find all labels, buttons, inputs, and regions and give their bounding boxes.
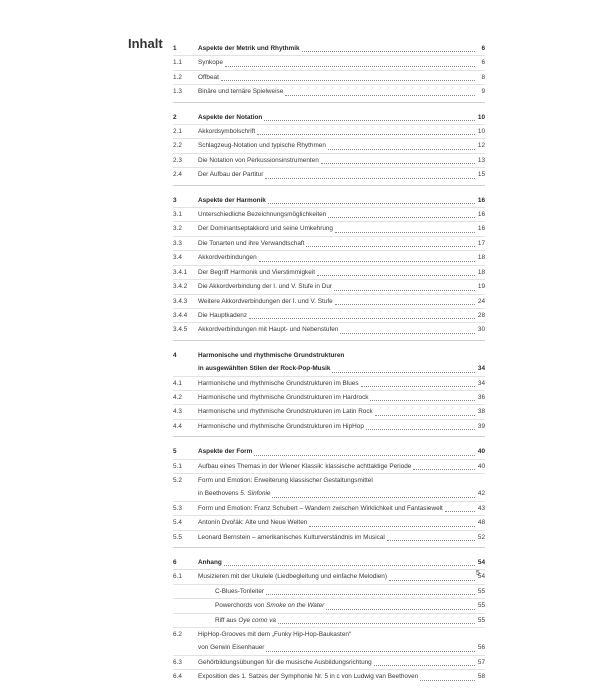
page-number: 5 (476, 570, 480, 577)
chapter-number: 4 (173, 351, 177, 359)
chapter-title: Aspekte der Harmonik (198, 196, 266, 204)
page-title: Inhalt (128, 36, 163, 51)
toc-entry[interactable]: 1.1 Synkope 6 (173, 55, 485, 69)
toc-entry[interactable]: 4.3 Harmonische und rhythmische Grundstrukturen im Latin Rock 38 (173, 404, 485, 418)
toc-chapter-row[interactable] (173, 445, 485, 458)
toc-entry[interactable]: 6.4 Exposition des 1. Satzes der Symphonie Nr. 5 in c von Ludwig van Beethoven 58 (173, 669, 485, 683)
toc-entry[interactable]: Riff aus Oye como va 55 (173, 613, 485, 627)
page-ref: 6 (481, 45, 485, 52)
toc-section (173, 556, 485, 687)
toc-entry[interactable]: 5.2 Form und Emotion: Erweiterung klassischer Gestaltungsmittel in Beethovens 5. Sinfonie 42 (173, 473, 485, 501)
page-ref: 40 (477, 448, 485, 456)
table-of-contents (173, 42, 485, 695)
chapter-title: Aspekte der Notation (198, 113, 263, 121)
toc-entry[interactable]: 2.1 Akkordsymbolschrift 10 (173, 124, 485, 138)
toc-entry[interactable]: 6.2 HipHop-Grooves mit dem „Funky Hip-Hop-Baukasten“ von Gerwin Eisenhauer 56 (173, 627, 485, 655)
toc-entry[interactable]: C-Blues-Tonleiter 55 (173, 584, 485, 598)
toc-entry[interactable]: 3.4.2 Die Akkordverbindung der I. und V. Stufe in Dur 19 (173, 279, 485, 293)
toc-entry[interactable]: 2.2 Schlagzeug-Notation und typische Rhythmen 12 (173, 138, 485, 152)
toc-entry[interactable]: 4.1 Harmonische und rhythmische Grundstrukturen im Blues 34 (173, 376, 485, 390)
toc-entry[interactable]: 3.3 Die Tonarten und ihre Verwandtschaft 17 (173, 236, 485, 250)
chapter-title-line2: in ausgewählten Stilen der Rock-Pop-Musik (198, 365, 331, 373)
toc-chapter-row[interactable] (173, 194, 485, 207)
page-ref: 54 (477, 559, 485, 566)
toc-entry[interactable]: 5.5 Leonard Bernstein – amerikanisches Kulturverständnis im Musical 52 (173, 530, 485, 544)
toc-entry[interactable]: 6.1 Musizieren mit der Ukulele (Liedbegleitung und einfache Melodien) 54 (173, 569, 485, 583)
toc-entry[interactable]: 3.4 Akkordverbindungen 18 (173, 250, 485, 264)
toc-chapter-row[interactable] (173, 556, 485, 569)
toc-entry[interactable]: 3.2 Der Dominantseptakkord und seine Umkehrung 16 (173, 221, 485, 235)
toc-entry[interactable]: 3.1 Unterschiedliche Bezeichnungsmöglichkeiten 16 (173, 207, 485, 221)
chapter-number: 6 (173, 559, 177, 566)
toc-entry[interactable]: 5.4 Antonín Dvořák: Alte und Neue Welten 48 (173, 515, 485, 529)
toc-section (173, 445, 485, 548)
toc-entry[interactable]: 1.2 Offbeat 8 (173, 70, 485, 84)
page-ref: 10 (477, 113, 485, 121)
toc-section (173, 349, 485, 437)
chapter-number: 1 (173, 45, 177, 52)
chapter-number: 5 (173, 448, 177, 456)
chapter-title: Aspekte der Metrik und Rhythmik (198, 45, 300, 52)
toc-section (173, 42, 485, 103)
toc-entry[interactable]: Powerchords von Smoke on the Water 55 (173, 598, 485, 612)
toc-entry[interactable]: 3.4.5 Akkordverbindungen mit Haupt- und Nebenstufen 30 (173, 322, 485, 336)
toc-entry[interactable]: 5.1 Aufbau eines Themas in der Wiener Klassik: klassische achttaktige Periode 40 (173, 459, 485, 473)
toc-entry[interactable]: 3.4.4 Die Hauptkadenz 28 (173, 308, 485, 322)
chapter-title: Anhang (198, 559, 222, 566)
toc-entry[interactable]: 3.4.3 Weitere Akkordverbindungen der I. und V. Stufe 24 (173, 294, 485, 308)
toc-entry[interactable]: 4.4 Harmonische und rhythmische Grundstrukturen im HipHop 39 (173, 419, 485, 433)
toc-entry[interactable]: 2.3 Die Notation von Perkussionsinstrumenten 13 (173, 153, 485, 167)
toc-section (173, 111, 485, 186)
chapter-title: Harmonische und rhythmische Grundstrukturen (198, 351, 345, 359)
chapter-number: 3 (173, 196, 177, 204)
toc-chapter-row[interactable] (173, 42, 485, 55)
chapter-title: Aspekte der Form (198, 448, 253, 456)
toc-entry[interactable]: 3.4.1 Der Begriff Harmonik und Vierstimmigkeit 18 (173, 265, 485, 279)
toc-section (173, 194, 485, 341)
toc-chapter-row[interactable] (173, 111, 485, 124)
chapter-number: 2 (173, 113, 177, 121)
page-ref: 34 (477, 365, 485, 373)
toc-entry[interactable]: 2.4 Der Aufbau der Partitur 15 (173, 167, 485, 181)
toc-entry[interactable]: 6.3 Gehörbildungsübungen für die musische Ausbildungsrichtung 57 (173, 655, 485, 669)
page-ref: 16 (477, 196, 485, 204)
toc-entry[interactable]: 5.3 Form und Emotion: Franz Schubert – Wandern zwischen Wirklichkeit und Fantasiewelt 43 (173, 501, 485, 515)
toc-entry[interactable]: 1.3 Binäre und ternäre Spielweise 9 (173, 84, 485, 98)
toc-entry[interactable]: 4.2 Harmonische und rhythmische Grundstrukturen im Hardrock 36 (173, 390, 485, 404)
toc-chapter-row[interactable] (173, 349, 485, 376)
